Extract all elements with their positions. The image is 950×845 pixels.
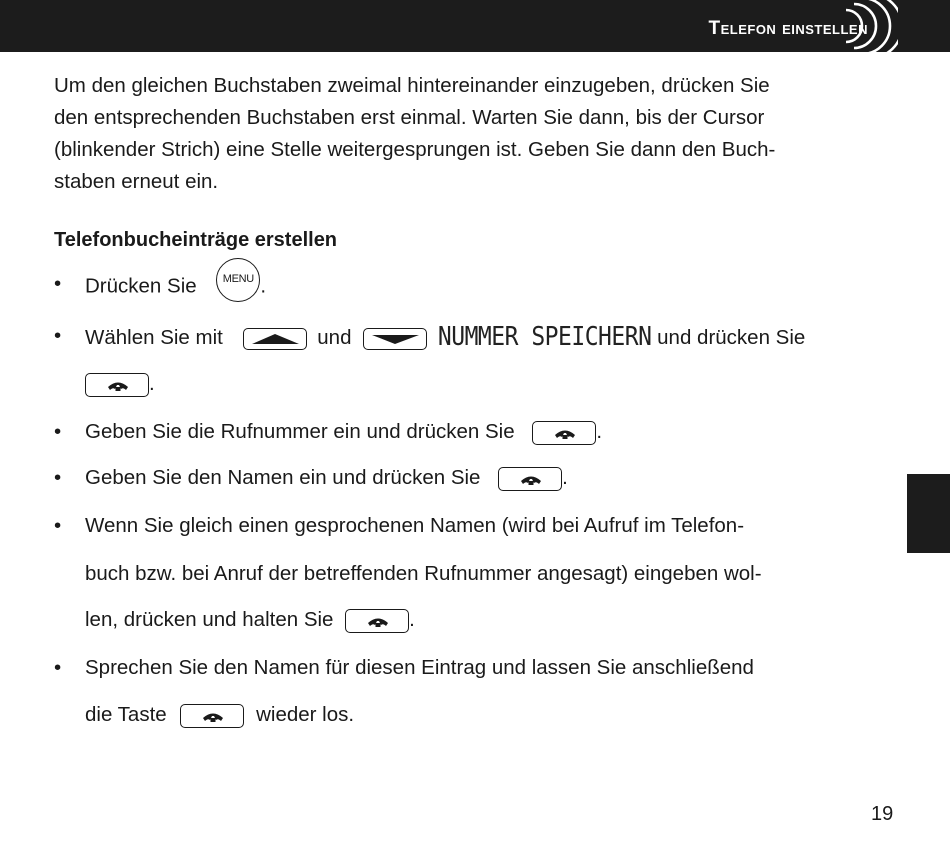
intro-paragraph (54, 70, 894, 198)
bullet-dot: • (54, 466, 62, 489)
bullet-text: Geben Sie die Rufnummer ein und drücken Sie (85, 420, 515, 443)
bullet-dot: • (54, 324, 62, 347)
bullet-text: Wenn Sie gleich einen gesprochenen Namen (wird bei Aufruf im Telefon- (85, 514, 745, 537)
header-bar (0, 0, 950, 52)
bullet-text: Sprechen Sie den Namen für diesen Eintrag und lassen Sie anschließend (85, 656, 754, 679)
arrow-down-icon (363, 328, 427, 350)
arrow-up-icon (243, 328, 307, 350)
section-heading: Telefonbucheinträge erstellen (54, 229, 338, 251)
menu-key-icon: MENU (216, 258, 260, 302)
bullet-dot: • (54, 514, 62, 537)
display-text: NUMMER SPEICHERN (437, 322, 652, 352)
bullet-text: Wählen Sie mit (85, 326, 223, 349)
bullet-text: die Taste (85, 703, 167, 726)
phone-handset-icon (532, 421, 596, 445)
bullet-text: buch bzw. bei Anruf der betreffenden Rufnummer angesagt) eingeben wol- (85, 562, 762, 585)
phone-handset-icon (180, 704, 244, 728)
page-title: Telefon einstellen (708, 18, 868, 39)
bullet-dot: • (54, 272, 62, 295)
phone-handset-icon (85, 373, 149, 397)
intro-line: staben erneut ein. (54, 170, 219, 193)
phone-handset-icon (345, 609, 409, 633)
bullet-dot: • (54, 656, 62, 679)
phone-handset-icon (498, 467, 562, 491)
page-number: 19 (871, 803, 894, 825)
intro-line: Um den gleichen Buchstaben zweimal hintereinander einzugeben, drücken Sie (54, 74, 770, 97)
concentric-arcs-icon (846, 0, 898, 52)
intro-line: den entsprechenden Buchstaben erst einmal. Warten Sie dann, bis der Cursor (54, 106, 765, 129)
chapter-tab (907, 474, 950, 553)
intro-line: (blinkender Strich) eine Stelle weitergesprungen ist. Geben Sie dann den Buch- (54, 138, 776, 161)
bullet-text: Geben Sie den Namen ein und drücken Sie (85, 466, 481, 489)
bullet-text: Drücken Sie (85, 274, 197, 298)
bullet-text: len, drücken und halten Sie (85, 608, 334, 631)
bullet-dot: • (54, 420, 62, 443)
